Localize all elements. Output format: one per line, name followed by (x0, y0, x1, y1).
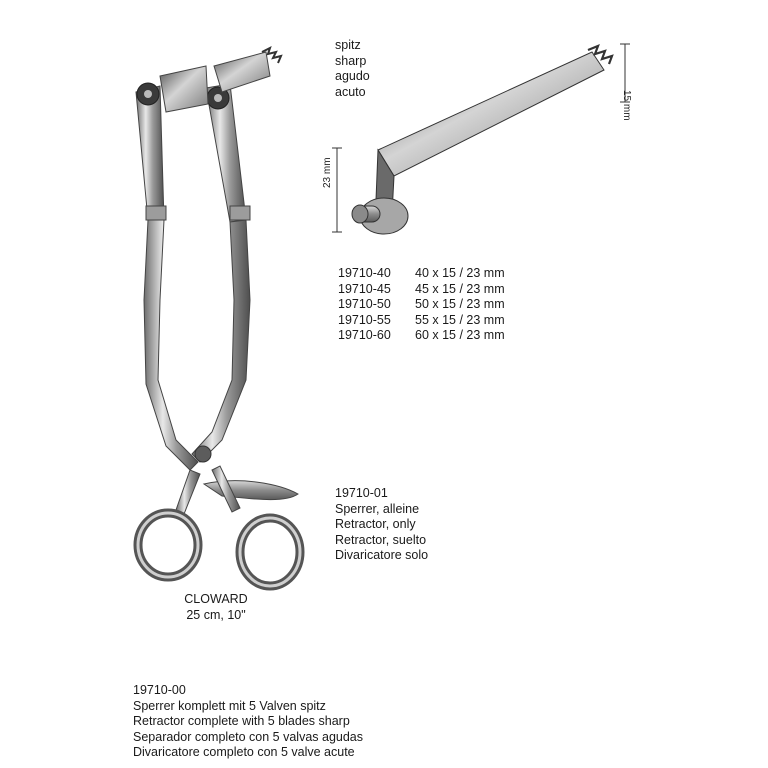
description-line: Divaricatore solo (335, 548, 429, 562)
article-code: 19710-00 (133, 683, 186, 697)
description-line: Divaricatore completo con 5 valve acute (133, 745, 355, 759)
blade-size: 60 x 15 / 23 mm (415, 328, 505, 342)
article-code: 19710-45 (338, 281, 391, 296)
description-line: Retractor, suelto (335, 532, 427, 547)
blade-size-table (338, 266, 505, 344)
article-code: 19710-50 (338, 297, 391, 311)
retractor-left-arm (136, 83, 198, 470)
description-line: Separador completo con 5 valvas agudas (133, 729, 364, 744)
retractor-only-block (335, 486, 428, 564)
ring-handles (138, 466, 300, 586)
table-row (338, 266, 505, 282)
blade-size: 40 x 15 / 23 mm (415, 266, 505, 280)
blade-size: 55 x 15 / 23 mm (415, 312, 505, 327)
retractor-right-arm (192, 84, 250, 462)
description-line: Sperrer komplett mit 5 Valven spitz (133, 698, 326, 713)
complete-set-block (133, 683, 363, 761)
table-row (338, 282, 505, 298)
blade-detail (352, 46, 612, 234)
blade-tip-description (335, 38, 370, 100)
tip-word: sharp (335, 53, 367, 68)
article-code: 19710-55 (338, 312, 391, 327)
table-row (338, 313, 505, 329)
article-code: 19710-60 (338, 328, 391, 342)
instrument-caption (170, 592, 262, 623)
tip-word: spitz (335, 38, 361, 52)
instrument-length: 25 cm, 10" (186, 607, 246, 622)
article-code: 19710-01 (335, 486, 388, 500)
table-row (338, 328, 505, 344)
blade-size: 50 x 15 / 23 mm (415, 297, 505, 311)
dimension-depth-label: 15 mm (621, 90, 632, 121)
dimension-height-label: 23 mm (322, 157, 333, 188)
description-line: Retractor complete with 5 blades sharp (133, 714, 350, 728)
tip-word: acuto (335, 84, 366, 99)
pivot-screw (195, 446, 211, 462)
tip-word: agudo (335, 69, 370, 83)
table-row (338, 297, 505, 313)
description-line: Retractor, only (335, 517, 416, 531)
blade-size: 45 x 15 / 23 mm (415, 281, 505, 296)
article-code: 19710-40 (338, 266, 391, 280)
instrument-name: CLOWARD (184, 592, 248, 606)
description-line: Sperrer, alleine (335, 501, 420, 516)
